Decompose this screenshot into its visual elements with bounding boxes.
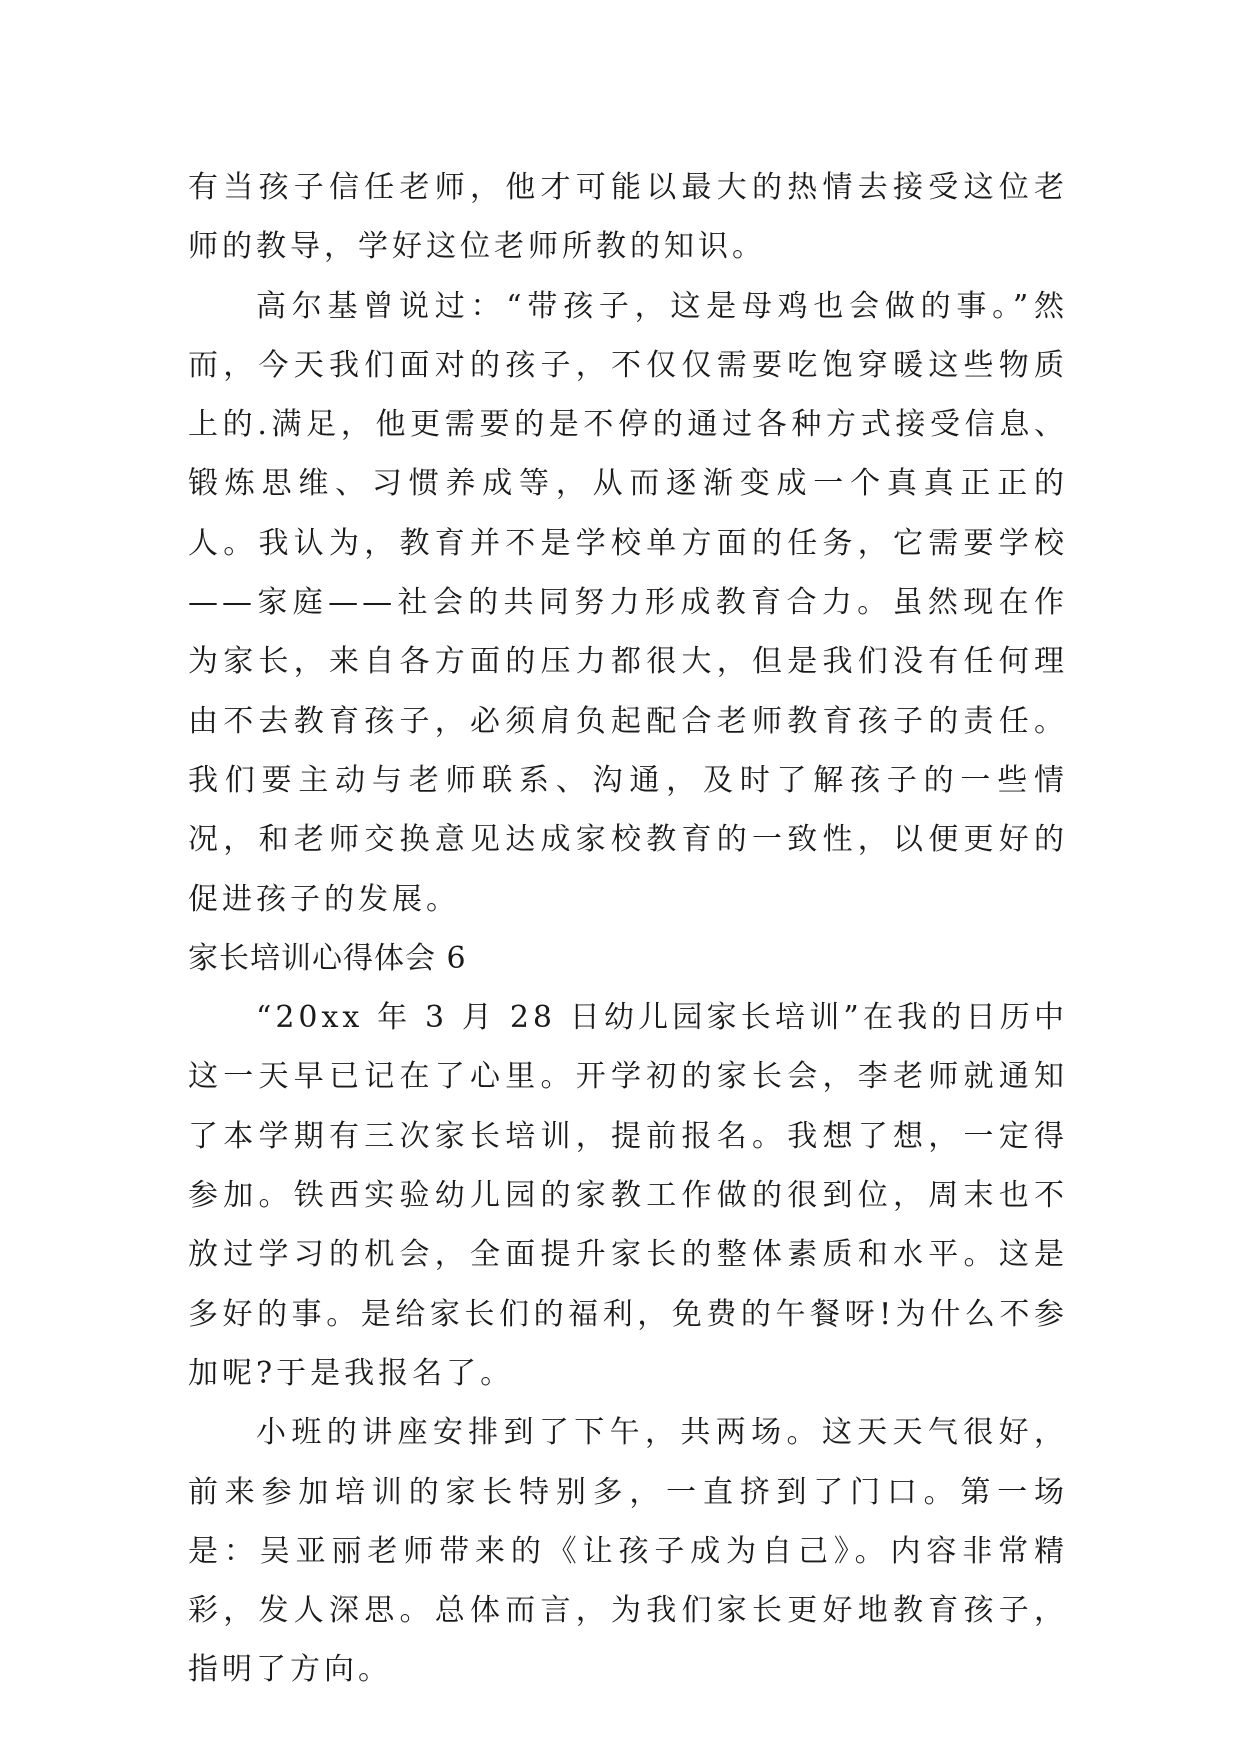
paragraph-continued: 有当孩子信任老师，他才可能以最大的热情去接受这位老师的教导，学好这位老师所教的知识。: [188, 170, 1068, 265]
document-body: [188, 158, 1068, 1700]
paragraph-training-date: “20xx 年 3 月 28 日幼儿园家长培训”在我的日历中这一天早已记在了心里。开学初的家长会，李老师就通知了本学期有三次家长培训，提前报名。我想了想，一定得参加。铁西实验幼儿园的家教工作做的很到位，周末也不放过学习的机会，全面提升家长的整体素质和水平。这是多好的事。是给家长们的福利，免费的午餐呀!为什么不参加呢?于是我报名了。: [188, 1000, 1068, 1391]
paragraph-gorky-quote: 高尔基曾说过：“带孩子，这是母鸡也会做的事。”然而，今天我们面对的孩子，不仅仅需要吃饱穿暖这些物质上的.满足，他更需要的是不停的通过各种方式接受信息、锻炼思维、习惯养成等，从而逐渐变成一个真真正正的人。我认为，教育并不是学校单方面的任务，它需要学校——家庭——社会的共同努力形成教育合力。虽然现在作为家长，来自各方面的压力都很大，但是我们没有任何理由不去教育孩子，必须肩负起配合老师教育孩子的责任。我们要主动与老师联系、沟通，及时了解孩子的一些情况，和老师交换意见达成家校教育的一致性，以便更好的促进孩子的发展。: [188, 288, 1068, 917]
section-title: 家长培训心得体会 6: [188, 940, 467, 976]
paragraph-lecture: 小班的讲座安排到了下午，共两场。这天天气很好，前来参加培训的家长特别多，一直挤到了门口。第一场是：吴亚丽老师带来的《让孩子成为自己》。内容非常精彩，发人深思。总体而言，为我们家长更好地教育孩子，指明了方向。: [188, 1415, 1068, 1688]
